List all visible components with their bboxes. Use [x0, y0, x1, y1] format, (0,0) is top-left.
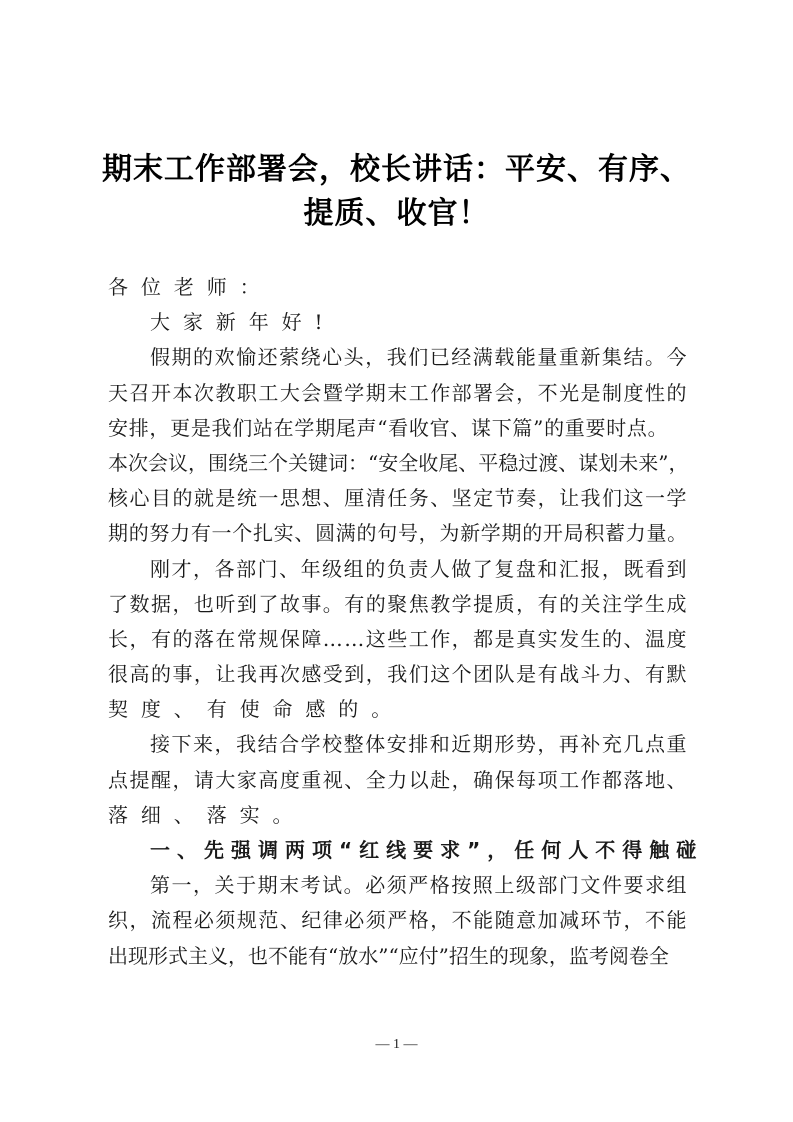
paragraph-line: 契度、有使命感的。 — [108, 697, 405, 722]
paragraph-line: 很高的事，让我再次感受到，我们这个团队是有战斗力、有默 — [108, 662, 688, 687]
paragraph-line: 安排，更是我们站在学期尾声“看收官、谋下篇”的重要时点。 — [108, 415, 669, 440]
paragraph-line: 刚才，各部门、年级组的负责人做了复盘和汇报，既看到 — [150, 556, 688, 581]
document-body — [108, 270, 704, 974]
paragraph-line: 期的努力有一个扎实、圆满的句号，为新学期的开局积蓄力量。 — [108, 521, 688, 546]
paragraph-line: 假期的欢愉还萦绕心头，我们已经满载能量重新集结。今 — [150, 345, 688, 370]
paragraph-line: 第一，关于期末考试。必须严格按照上级部门文件要求组 — [150, 873, 688, 898]
paragraph-line: 织，流程必须规范、纪律必须严格，不能随意加减环节，不能 — [108, 908, 688, 933]
page-number: — 1 — — [375, 1037, 418, 1052]
paragraph-line: 天召开本次教职工大会暨学期末工作部署会，不光是制度性的 — [108, 380, 688, 405]
paragraph-line: 各位老师： — [108, 275, 273, 299]
paragraph-line: 点提醒，请大家高度重视、全力以赴，确保每项工作都落地、 — [108, 767, 688, 792]
paragraph-line: 接下来，我结合学校整体安排和近期形势，再补充几点重 — [150, 732, 688, 757]
paragraph-line: 本次会议，围绕三个关键词：“安全收尾、平稳过渡、谋划未来”， — [108, 450, 689, 475]
paragraph-line: 落细、落实。 — [108, 802, 306, 827]
paragraph-line: 长，有的落在常规保障……这些工作，都是真实发生的、温度 — [108, 626, 688, 651]
paragraph-line: 了数据，也听到了故事。有的聚焦教学提质，有的关注学生成 — [108, 591, 688, 616]
paragraph-line: 出现形式主义，也不能有“放水”“应付”招生的现象，监考阅卷全 — [108, 943, 669, 968]
section-heading: 一、先强调两项“红线要求”，任何人不得触碰 — [150, 838, 704, 862]
paragraph-line: 大家新年好! — [150, 310, 336, 335]
document-title — [100, 148, 693, 236]
title-line-1: 期末工作部署会，校长讲话：平安、有序、 — [102, 152, 691, 187]
paragraph-line: 核心目的就是统一思想、厘清任务、坚定节奏，让我们这一学 — [108, 486, 688, 511]
title-line-2: 提质、收官！ — [303, 196, 490, 231]
